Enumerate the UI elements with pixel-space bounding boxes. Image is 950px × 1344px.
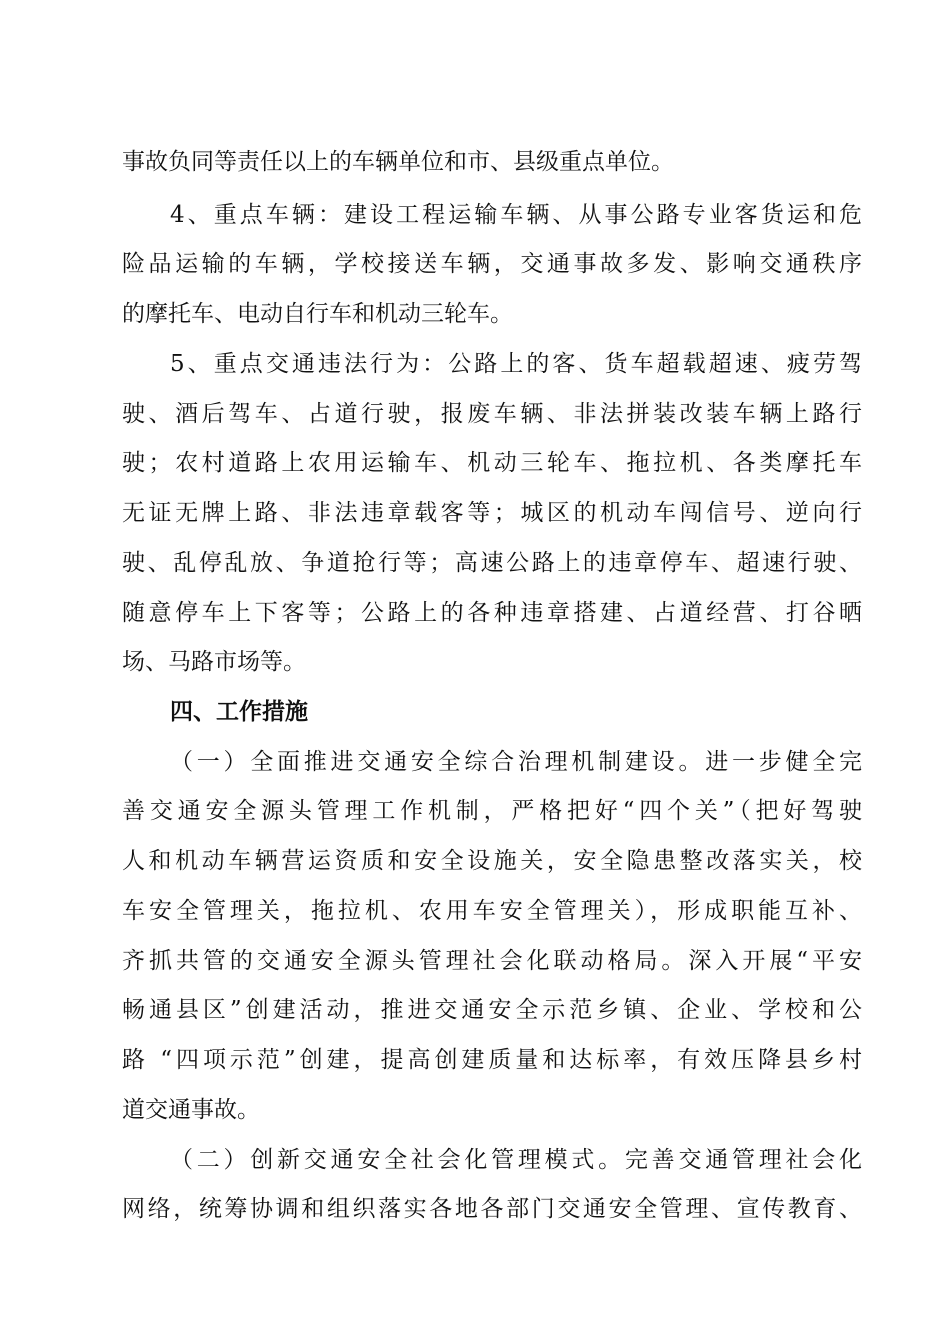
paragraph-line: 随意停车上下客等；公路上的各种违章搭建、占道经营、打谷晒	[122, 600, 862, 626]
paragraph-line: 5、重点交通违法行为：公路上的客、货车超载超速、疲劳驾	[170, 351, 862, 377]
paragraph-line: 齐抓共管的交通安全源头管理社会化联动格局。深入开展“平安	[122, 948, 862, 974]
paragraph-line: 善交通安全源头管理工作机制，严格把好“四个关”（把好驾驶	[122, 798, 862, 824]
paragraph-line: 场、马路市场等。	[122, 649, 306, 675]
paragraph-line: 人和机动车辆营运资质和安全设施关，安全隐患整改落实关，校	[122, 848, 862, 874]
section-heading: 四、工作措施	[170, 699, 308, 725]
paragraph-line: 驶、酒后驾车、占道行驶，报废车辆、非法拼装改装车辆上路行	[122, 401, 862, 427]
paragraph-line: 无证无牌上路、非法违章载客等；城区的机动车闯信号、逆向行	[122, 500, 862, 526]
paragraph-line: 险品运输的车辆，学校接送车辆，交通事故多发、影响交通秩序	[122, 251, 862, 277]
paragraph-line: 车安全管理关，拖拉机、农用车安全管理关），形成职能互补、	[122, 898, 862, 924]
paragraph-line: 的摩托车、电动自行车和机动三轮车。	[122, 301, 513, 327]
paragraph-line: 路 “四项示范”创建，提高创建质量和达标率，有效压降县乡村	[122, 1047, 862, 1073]
paragraph-line: 事故负同等责任以上的车辆单位和市、县级重点单位。	[122, 149, 674, 175]
paragraph-line: 4、重点车辆：建设工程运输车辆、从事公路专业客货运和危	[170, 202, 862, 228]
paragraph-line: （一）全面推进交通安全综合治理机制建设。进一步健全完	[170, 749, 862, 775]
paragraph-line: 畅通县区”创建活动，推进交通安全示范乡镇、企业、学校和公	[122, 997, 862, 1023]
paragraph-line: （二）创新交通安全社会化管理模式。完善交通管理社会化	[170, 1147, 862, 1173]
paragraph-line: 网络，统筹协调和组织落实各地各部门交通安全管理、宣传教育、	[122, 1196, 862, 1222]
paragraph-line: 驶、乱停乱放、争道抢行等；高速公路上的违章停车、超速行驶、	[122, 550, 862, 576]
paragraph-line: 驶；农村道路上农用运输车、机动三轮车、拖拉机、各类摩托车	[122, 450, 862, 476]
paragraph-line: 道交通事故。	[122, 1097, 260, 1123]
